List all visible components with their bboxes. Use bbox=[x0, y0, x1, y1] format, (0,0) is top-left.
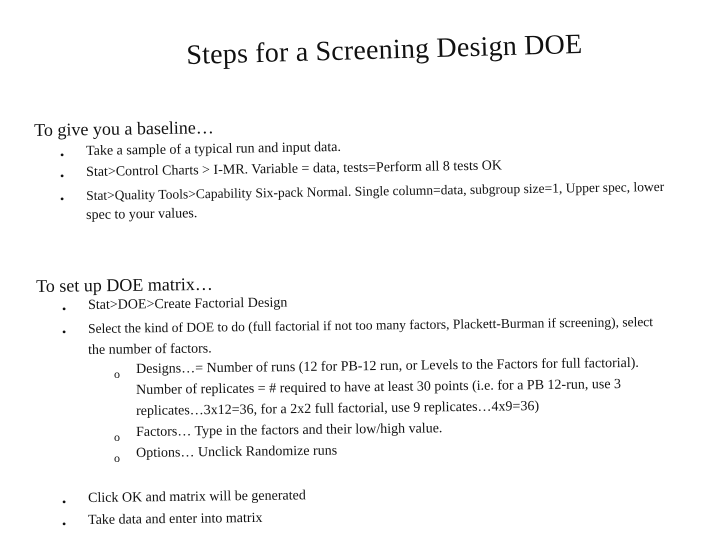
sub-bullet-icon: o bbox=[114, 430, 120, 444]
list-item: Stat>DOE>Create Factorial Design bbox=[88, 295, 288, 313]
sub-list-item-continuation: replicates…3x12=36, for a 2x2 full factorial, use 9 replicates…4x9=36) bbox=[136, 399, 540, 419]
list-item: Take data and enter into matrix bbox=[88, 510, 263, 528]
bullet-icon: • bbox=[60, 192, 65, 206]
list-item: Stat>Control Charts > I-MR. Variable = data, tests=Perform all 8 tests OK bbox=[86, 158, 503, 180]
list-item: Click OK and matrix will be generated bbox=[88, 488, 306, 506]
bullet-icon: • bbox=[62, 495, 67, 509]
bullet-icon: • bbox=[60, 148, 65, 162]
list-item: Select the kind of DOE to do (full factorial if not too many factors, Plackett-Burman if screening), select bbox=[88, 314, 654, 336]
sub-list-item: Designs…= Number of runs (12 for PB-12 run, or Levels to the Factors for full factorial). bbox=[136, 355, 639, 377]
sub-list-item: Factors… Type in the factors and their low/high value. bbox=[136, 421, 443, 440]
list-item-continuation: spec to your values. bbox=[86, 206, 198, 223]
sub-bullet-icon: o bbox=[114, 367, 120, 381]
bullet-icon: • bbox=[62, 325, 67, 339]
list-item: Stat>Quality Tools>Capability Six-pack Normal. Single column=data, subgroup size=1, Upper spec, lower bbox=[86, 178, 665, 203]
list-item: Take a sample of a typical run and input data. bbox=[86, 139, 342, 159]
section-heading-baseline: To give you a baseline… bbox=[34, 117, 214, 140]
bullet-icon: • bbox=[62, 517, 67, 531]
sub-list-item-continuation: Number of replicates = # required to have at least 30 points (i.e. for a PB 12-run, use 3 bbox=[136, 377, 622, 398]
bullet-icon: • bbox=[60, 169, 65, 183]
page-title: Steps for a Screening Design DOE bbox=[186, 28, 583, 71]
list-item-continuation: the number of factors. bbox=[88, 341, 212, 358]
bullet-icon: • bbox=[62, 302, 67, 316]
sub-bullet-icon: o bbox=[114, 451, 120, 465]
section-heading-doe-matrix: To set up DOE matrix… bbox=[36, 273, 213, 296]
sub-list-item: Options… Unclick Randomize runs bbox=[136, 443, 338, 461]
